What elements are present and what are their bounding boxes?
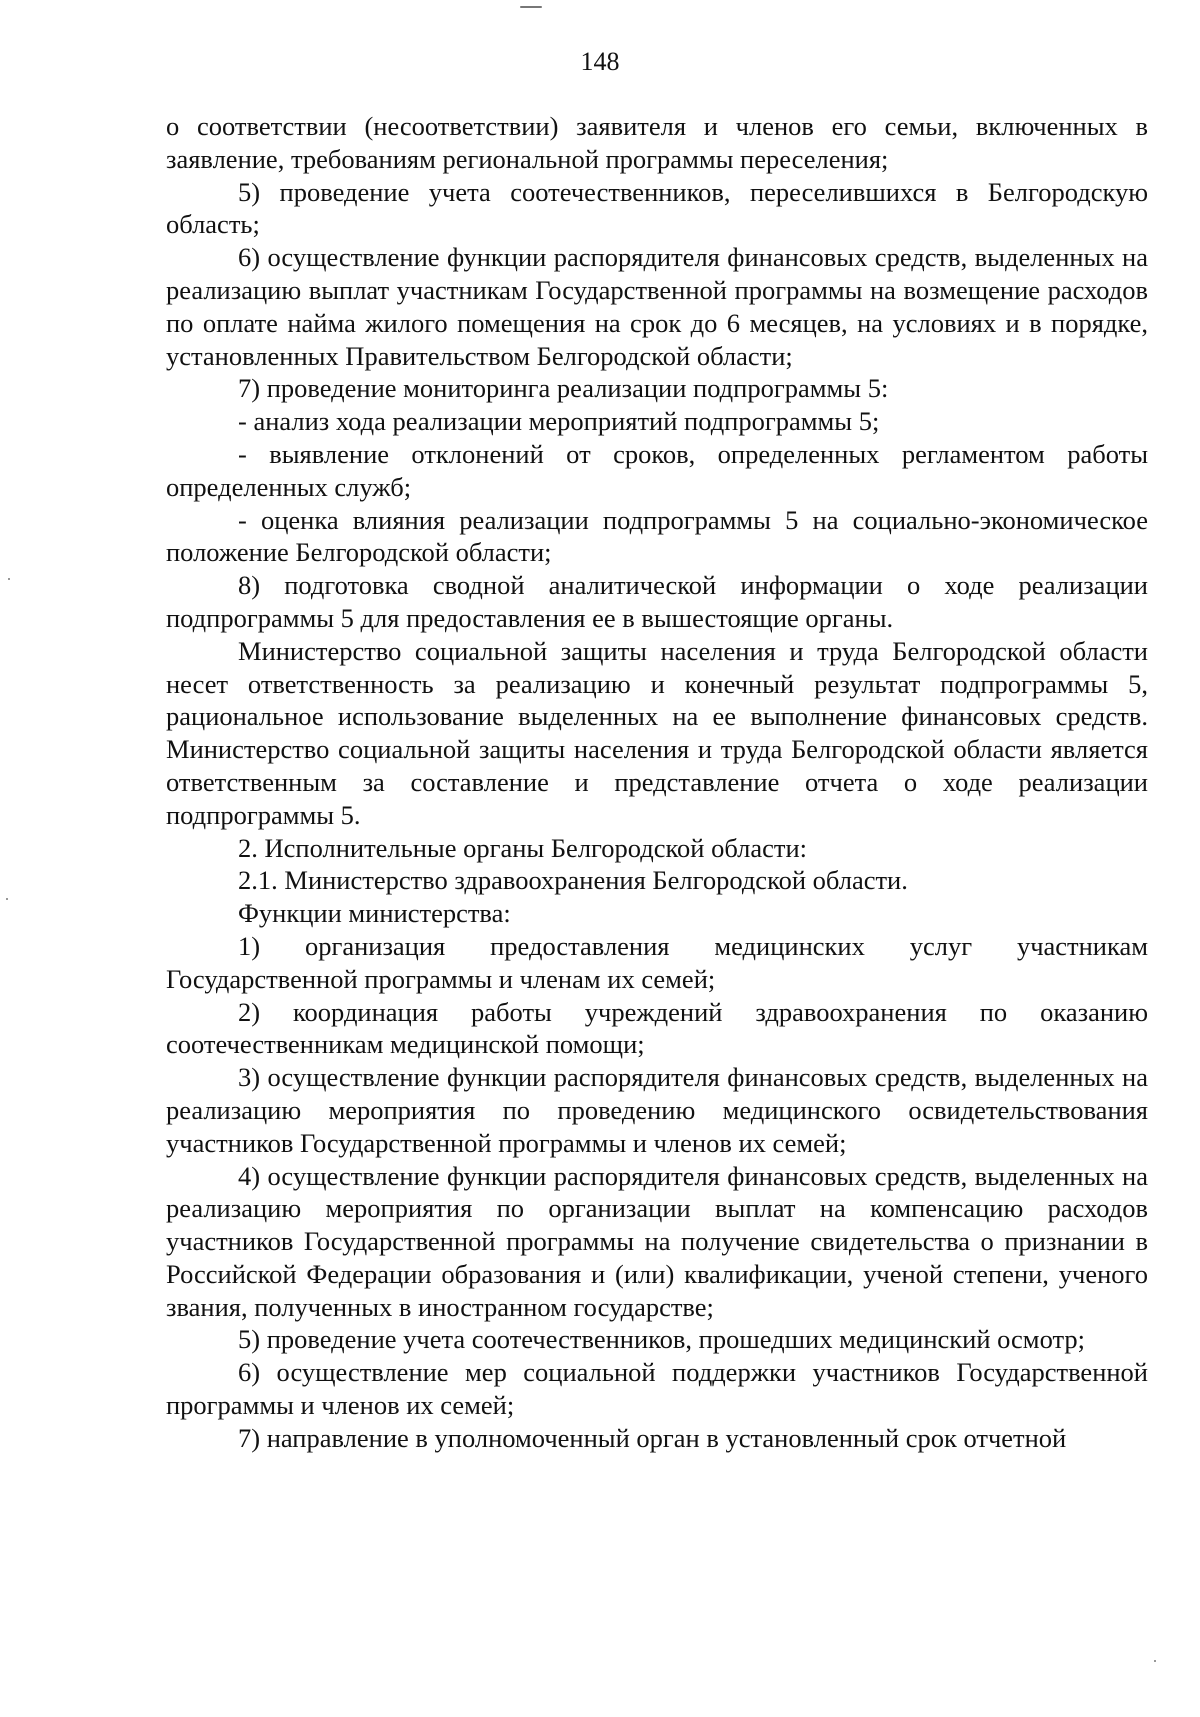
scan-speck: [520, 6, 542, 8]
scan-speck: [6, 898, 8, 900]
paragraph-continuation: о соответствии (несоответствии) заявителя и членов его семьи, включенных в заявление, требованиям региональной программы переселения;: [166, 111, 1148, 174]
paragraph-section-2-1: 2.1. Министерство здравоохранения Белгородской области.: [238, 865, 908, 896]
paragraph-ministry-responsibility: Министерство социальной защиты населения и труда Белгородской области несет ответственность за реализацию и конечный результат подпрограммы 5, рациональное использование выделенных на ее выполнение финансовых средств. Министерство социальной защиты населения и труда Белгородской области является ответственным за составление и представление отчета о ходе реализации подпрограммы 5.: [166, 635, 1148, 830]
paragraph-item-5: 5) проведение учета соотечественников, переселившихся в Белгородскую область;: [166, 176, 1148, 240]
scan-speck: [1154, 1660, 1156, 1662]
scan-speck: [8, 578, 10, 580]
paragraph-function-2: 2) координация работы учреждений здравоохранения по оказанию соотечественникам медицинской помощи;: [166, 996, 1148, 1060]
paragraph-subitem-deviations: - выявление отклонений от сроков, определенных регламентом работы определенных служб;: [166, 438, 1148, 502]
paragraph-subitem-analysis: - анализ хода реализации мероприятий подпрограммы 5;: [238, 406, 880, 437]
paragraph-function-7: 7) направление в уполномоченный орган в установленный срок отчетной: [238, 1422, 1067, 1453]
paragraph-item-8: 8) подготовка сводной аналитической информации о ходе реализации подпрограммы 5 для предоставления ее в вышестоящие органы.: [166, 570, 1148, 633]
paragraph-item-6: 6) осуществление функции распорядителя финансовых средств, выделенных на реализацию выплат участникам Государственной программы на возмещение расходов по оплате найма жилого помещения на срок до 6 месяцев, на условиях и в порядке, установленных Правительством Белгородской области;: [166, 242, 1148, 371]
paragraph-function-6: 6) осуществление мер социальной поддержки участников Государственной программы и членов их семей;: [166, 1357, 1148, 1421]
paragraph-function-4: 4) осуществление функции распорядителя финансовых средств, выделенных на реализацию мероприятия по организации выплат на компенсацию расходов участников Государственной программы на получение свидетельства о признании в Российской Федерации образования и (или) квалификации, ученой степени, ученого звания, полученных в иностранном государстве;: [166, 1160, 1148, 1322]
page-number: 148: [580, 47, 620, 76]
paragraph-functions-heading: Функции министерства:: [238, 898, 511, 929]
paragraph-function-5: 5) проведение учета соотечественников, прошедших медицинский осмотр;: [238, 1324, 1085, 1355]
paragraph-item-7: 7) проведение мониторинга реализации подпрограммы 5:: [238, 373, 889, 404]
paragraph-subitem-assessment: - оценка влияния реализации подпрограммы 5 на социально-экономическое положение Белгородской области;: [166, 504, 1148, 568]
paragraph-function-1: 1) организация предоставления медицинских услуг участникам Государственной программы и членам их семей;: [166, 930, 1148, 994]
document-body: [166, 110, 1148, 1455]
paragraph-section-2: 2. Исполнительные органы Белгородской области:: [238, 832, 808, 863]
paragraph-function-3: 3) осуществление функции распорядителя финансовых средств, выделенных на реализацию мероприятия по проведению медицинского освидетельствования участников Государственной программы и членов их семей;: [166, 1062, 1148, 1158]
